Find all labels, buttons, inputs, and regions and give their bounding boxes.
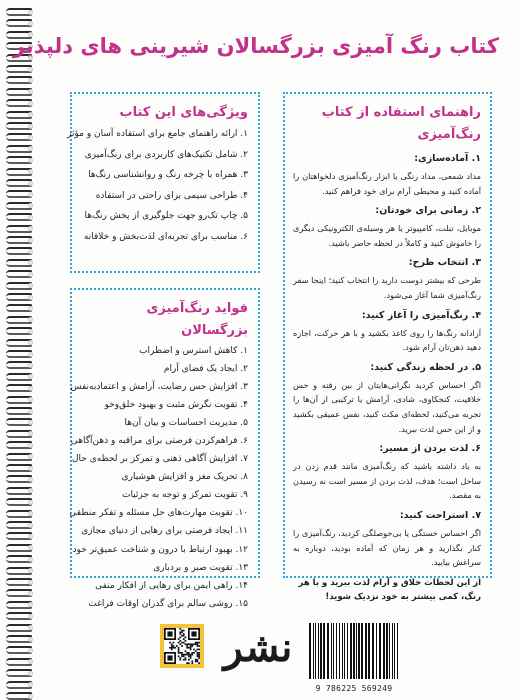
guide-section-text: آزادانه رنگ‌ها را روی کاغذ بکشید و با هر حرکت، اجازه دهید ذهن‌تان آرام شود. bbox=[293, 327, 481, 353]
guide-section-title: ۶. لذت بردن از مسیر: bbox=[379, 443, 481, 455]
guide-section-title: ۲. زمانی برای خودتان: bbox=[375, 205, 481, 217]
list-item: ۱۳. تقویت صبر و بردباری bbox=[153, 562, 248, 573]
punch-hole bbox=[28, 443, 33, 448]
list-item: ۲. شامل تکنیک‌های کاربردی برای رنگ‌آمیزی bbox=[84, 149, 248, 160]
benefits-heading: فواید رنگ‌آمیزی بزرگسالان bbox=[146, 301, 248, 338]
punch-hole bbox=[28, 420, 33, 425]
punch-hole bbox=[28, 169, 33, 174]
guide-box bbox=[283, 92, 492, 603]
punch-hole bbox=[28, 101, 33, 106]
guide-section-title: ۱. آماده‌سازی: bbox=[414, 153, 481, 164]
benefits-list bbox=[69, 342, 248, 613]
list-item: ۵. مدیریت احساسات و بیان آن‌ها bbox=[124, 418, 248, 429]
list-item: ۲. ایجاد یک فضای آرام bbox=[163, 364, 248, 375]
punch-hole bbox=[28, 10, 33, 15]
punch-hole bbox=[28, 500, 33, 505]
guide-section-text: اگر احساس خستگی یا بی‌حوصلگی کردید، رنگ‌آمیزی را کنار بگذارید و هر زمان که آماده بودید، دوباره به سراغش بیایید. bbox=[293, 527, 481, 568]
punch-hole bbox=[28, 203, 33, 208]
list-item: ۱۲. بهبود ارتباط با درون و شناخت عمیق‌تر خود bbox=[72, 544, 248, 555]
punch-hole bbox=[28, 146, 33, 151]
punch-hole bbox=[28, 614, 33, 619]
punch-hole bbox=[28, 488, 33, 493]
punch-hole bbox=[28, 477, 33, 482]
spiral-binding bbox=[0, 0, 34, 700]
guide-heading: راهنمای استفاده از کتاب رنگ‌آمیزی bbox=[321, 105, 481, 142]
features-box bbox=[67, 92, 260, 273]
punch-hole bbox=[28, 181, 33, 186]
punch-hole bbox=[28, 306, 33, 311]
punch-hole bbox=[28, 124, 33, 129]
punch-hole bbox=[28, 374, 33, 379]
guide-section-title: ۵. در لحظه زندگی کنید: bbox=[370, 361, 481, 373]
punch-hole bbox=[28, 340, 33, 345]
punch-hole bbox=[28, 295, 33, 300]
punch-hole bbox=[28, 192, 33, 197]
qr-code[interactable] bbox=[160, 624, 204, 668]
features-list bbox=[67, 124, 248, 247]
barcode bbox=[306, 621, 402, 681]
list-item: ۹. تقویت تمرکز و توجه به جزئیات bbox=[121, 490, 248, 501]
punch-hole bbox=[28, 329, 33, 334]
guide-section-title: ۷. استراحت کنید: bbox=[399, 509, 481, 521]
punch-hole bbox=[28, 135, 33, 140]
punch-hole bbox=[28, 272, 33, 277]
book-title: کتاب رنگ آمیزی بزرگسالان شیرینی های دلپذیر bbox=[12, 34, 499, 58]
punch-hole bbox=[28, 466, 33, 471]
punch-hole bbox=[28, 89, 33, 94]
punch-hole bbox=[28, 511, 33, 516]
punch-hole bbox=[28, 625, 33, 630]
punch-hole bbox=[28, 602, 33, 607]
punch-hole bbox=[28, 431, 33, 436]
list-item: ۱۴. راهی ایمن برای رهایی از افکار منفی bbox=[95, 580, 248, 591]
punch-hole bbox=[28, 580, 33, 585]
list-item: ۱. کاهش استرس و اضطراب bbox=[139, 346, 248, 356]
list-item: ۱۰. تقویت مهارت‌های حل مسئله و تفکر منطقی bbox=[69, 508, 248, 519]
guide-closing-text: از این لحظات خلاق و آرام لذت ببرید و با هر رنگ، کمی بیشتر به خود نزدیک شوید! bbox=[298, 577, 481, 603]
list-item: ۸. تحریک مغز و افزایش هوشیاری bbox=[121, 472, 248, 483]
punch-hole bbox=[28, 283, 33, 288]
punch-hole bbox=[28, 454, 33, 459]
punch-hole bbox=[28, 648, 33, 653]
guide-section-text: موبایل، تبلت، کامپیوتر یا هر وسیله‌ی الکترونیکی دیگری را خاموش کنید و کاملاً در لحظه حاضر باشید. bbox=[293, 223, 481, 248]
isbn-number: 9 786225 569249 bbox=[315, 684, 393, 693]
punch-hole bbox=[28, 545, 33, 550]
punch-hole bbox=[28, 557, 33, 562]
guide-section-text: مداد شمعی، مداد رنگی یا ابزار رنگ‌آمیزی دلخواهتان را آماده کنید و محیطی آرام برای خود فراهم کنید. bbox=[293, 171, 481, 196]
punch-hole bbox=[28, 682, 33, 687]
features-heading: ویژگی‌های این کتاب bbox=[119, 105, 248, 120]
list-item: ۵. چاپ تک‌رو جهت جلوگیری از پخش رنگ‌ها bbox=[84, 211, 248, 221]
punch-hole bbox=[28, 158, 33, 163]
punch-hole bbox=[28, 409, 33, 414]
list-item: ۱۱. ایجاد فرصتی برای رهایی از دنیای مجازی bbox=[81, 526, 248, 537]
punch-hole bbox=[28, 671, 33, 676]
punch-hole bbox=[28, 568, 33, 573]
punch-hole bbox=[28, 363, 33, 368]
punch-hole bbox=[28, 67, 33, 72]
publisher-logo: نشر bbox=[223, 624, 293, 671]
list-item: ۶. مناسب برای تجربه‌ای لذت‌بخش و خلاقانه bbox=[83, 231, 248, 242]
punch-hole bbox=[28, 637, 33, 642]
punch-hole bbox=[28, 352, 33, 357]
list-item: ۴. تقویت نگرش مثبت و بهبود خلق‌وخو bbox=[104, 400, 248, 411]
punch-hole bbox=[28, 659, 33, 664]
benefits-box bbox=[69, 288, 260, 609]
punch-hole bbox=[28, 386, 33, 391]
list-item: ۳. افزایش حس رضایت، آرامش و اعتمادبه‌نفس bbox=[70, 382, 248, 393]
punch-hole bbox=[28, 226, 33, 231]
punch-hole bbox=[28, 397, 33, 402]
list-item: ۱. ارائه راهنمای جامع برای استفاده آسان و مؤثر bbox=[67, 129, 248, 139]
punch-hole bbox=[28, 591, 33, 596]
punch-hole bbox=[28, 694, 33, 699]
list-item: ۳. همراه با چرخه رنگ و روانشناسی رنگ‌ها bbox=[88, 170, 248, 180]
guide-section-text: به یاد داشته باشید که رنگ‌آمیزی مانند قدم زدن در ساحل است؛ هدف، لذت بردن از مسیر است نه رسیدن به مقصد. bbox=[293, 461, 481, 501]
list-item: ۶. فراهم‌کردن فرصتی برای مراقبه و ذهن‌آگاهی bbox=[70, 436, 248, 447]
guide-section-text: طرحی که بیشتر دوست دارید را انتخاب کنید؛ اینجا سفر رنگ‌آمیزی شما آغاز می‌شود. bbox=[293, 275, 481, 300]
punch-hole bbox=[28, 78, 33, 83]
punch-hole bbox=[28, 249, 33, 254]
punch-hole bbox=[28, 534, 33, 539]
guide-section-text: اگر احساس کردید نگرانی‌هایتان از بین رفته و حس خلاقیت، کنجکاوی، شادی، آرامش یا ترکیبی از آن‌ها را تجربه می‌کنید، لحظه‌ای مکث کنید، نفس عمیقی بکشید و از این حس لذت ببرید. bbox=[293, 379, 481, 434]
list-item: ۷. افزایش آگاهی ذهنی و تمرکز بر لحظه‌ی حال bbox=[72, 454, 248, 465]
guide-section-title: ۳. انتخاب طرح: bbox=[408, 257, 481, 269]
list-item: ۱۵. روشی سالم برای گذران اوقات فراغت bbox=[88, 598, 248, 609]
list-item: ۴. طراحی سیمی برای راحتی در استفاده bbox=[95, 190, 248, 201]
punch-hole bbox=[28, 260, 33, 265]
punch-hole bbox=[28, 317, 33, 322]
punch-hole bbox=[28, 112, 33, 117]
punch-hole bbox=[28, 238, 33, 243]
guide-section-title: ۴. رنگ‌آمیزی را آغاز کنید: bbox=[361, 309, 481, 321]
punch-hole bbox=[28, 215, 33, 220]
punch-hole bbox=[28, 523, 33, 528]
